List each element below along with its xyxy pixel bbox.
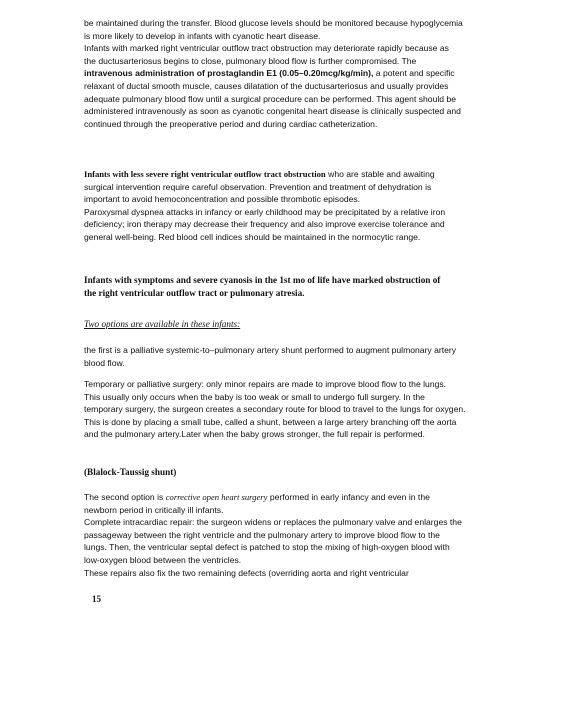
- text-line: This is done by placing a small tube, called a shunt, between a large artery branching off the aorta: [84, 416, 457, 427]
- text-line: blood flow.: [84, 357, 125, 368]
- text-line: [84, 491, 504, 504]
- paragraph-less-severe: [84, 168, 504, 244]
- bold-text: intravenous administration of prostaglandin E1 (0.05–0.20mcg/kg/min),: [84, 68, 374, 79]
- text-line: newborn period in critically ill infants.: [84, 504, 224, 515]
- paragraph-first-option: [84, 344, 504, 369]
- text-line: These repairs also fix the two remaining defects (overriding aorta and right ventricular: [84, 567, 409, 578]
- text-line: important to avoid hemoconcentration and possible thrombotic episodes.: [84, 194, 361, 205]
- text-line: [84, 67, 504, 80]
- text-span: a potent and specific: [373, 68, 455, 79]
- text-line: general well-being. Red blood cell indices should be maintained in the normocytic range.: [84, 231, 421, 242]
- text-span: who are stable and awaiting: [325, 169, 435, 179]
- text-line: temporary surgery, the surgeon creates a secondary route for blood to travel to the lungs for oxygen.: [84, 404, 466, 415]
- paragraph-palliative-surgery: [84, 378, 504, 441]
- text-line: be maintained during the transfer. Blood glucose levels should be monitored because hypoglycemia: [84, 18, 463, 28]
- text-line: relaxant of ductal smooth muscle, causes dilatation of the ductusarteriosus and usually provides: [84, 80, 449, 91]
- text-line: [84, 168, 504, 181]
- text-line: Temporary or palliative surgery: only minor repairs are made to improve blood flow to the lungs.: [84, 379, 447, 389]
- paragraph-corrective-surgery: [84, 491, 504, 579]
- italic-text: corrective open heart surgery: [165, 492, 268, 502]
- text-span: The second option is: [84, 492, 166, 502]
- text-line: lungs. Then, the ventricular septal defect is patched to stop the mixing of high-oxygen blood with: [84, 542, 450, 553]
- bold-text: Infants with less severe right ventricular outflow tract obstruction: [84, 169, 326, 179]
- text-line: low-oxygen blood between the ventricles.: [84, 554, 242, 565]
- text-line: Complete intracardiac repair: the surgeon widens or replaces the pulmonary valve and enlarges the: [84, 517, 462, 528]
- text-line: (Blalock-Taussig shunt): [84, 467, 177, 477]
- heading-severe-cyanosis: [84, 274, 504, 300]
- text-line: is more likely to develop in infants with cyanotic heart disease.: [84, 30, 321, 41]
- text-span: performed in early infancy and even in the: [267, 492, 430, 502]
- text-line: passageway between the right ventricle and the pulmonary artery to improve blood flow to the: [84, 529, 440, 540]
- text-line: Two options are available in these infants:: [84, 319, 241, 329]
- text-line: continued through the preoperative period and during cardiac catheterization.: [84, 118, 378, 129]
- text-line: This usually only occurs when the baby is too weak or small to undergo full surgery. In the: [84, 391, 425, 402]
- text-line: administered intravenously as soon as cyanotic congenital heart disease is clinically suspected and: [84, 106, 461, 117]
- heading-blalock-taussig: [84, 466, 504, 479]
- text-line: and the pulmonary artery.Later when the baby grows stronger, the full repair is performed.: [84, 429, 425, 440]
- text-line: Infants with marked right ventricular outflow tract obstruction may deteriorate rapidly because as: [84, 43, 449, 54]
- text-line: surgical intervention require careful observation. Prevention and treatment of dehydration is: [84, 181, 432, 192]
- page-number: 15: [92, 594, 101, 604]
- paragraph-prostaglandin: [84, 17, 504, 130]
- text-line: Infants with symptoms and severe cyanosis in the 1st mo of life have marked obstruction of: [84, 275, 441, 285]
- text-line: the ductusarteriosus begins to close, pulmonary blood flow is further compromised. The: [84, 55, 417, 66]
- text-line: Paroxysmal dyspnea attacks in infancy or early childhood may be precipitated by a relative iron: [84, 206, 446, 217]
- text-line: the right ventricular outflow tract or pulmonary atresia.: [84, 288, 305, 298]
- text-line: the first is a palliative systemic-to–pulmonary artery shunt performed to augment pulmonary artery: [84, 345, 457, 355]
- heading-two-options: [84, 318, 504, 331]
- text-line: deficiency; iron therapy may decrease their frequency and also improve exercise tolerance and: [84, 219, 445, 230]
- text-line: adequate pulmonary blood flow until a surgical procedure can be performed. This agent should be: [84, 93, 456, 104]
